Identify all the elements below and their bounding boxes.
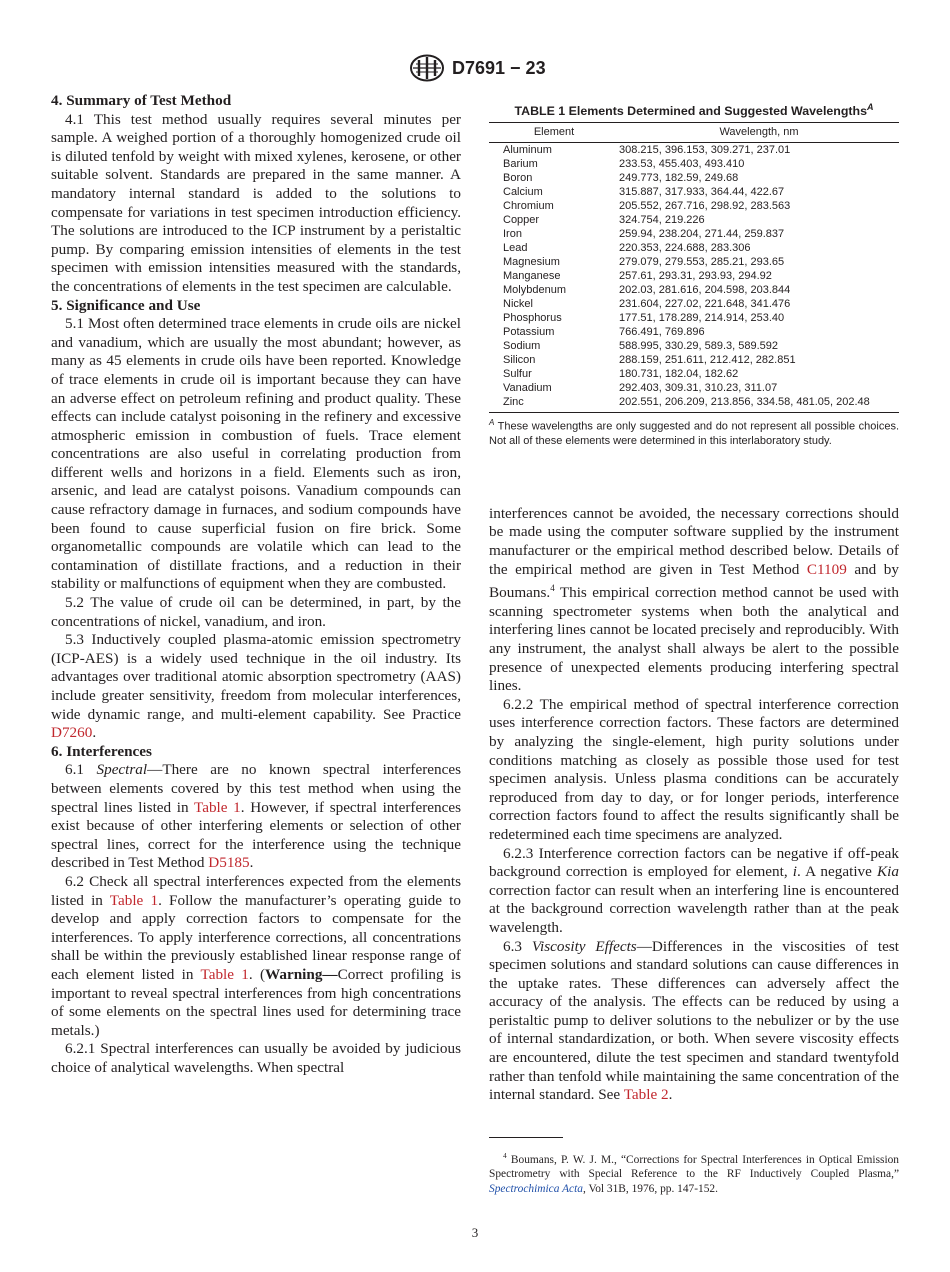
element-cell: Lead	[503, 242, 528, 255]
paragraph-6-2-3-text-2: . A negative	[797, 863, 878, 881]
method-c1109-link[interactable]: C1109	[806, 560, 847, 578]
table-row	[489, 227, 899, 241]
element-cell: Magnesium	[503, 256, 560, 269]
spectral-term: Spectral	[96, 761, 148, 779]
astm-logo-icon	[409, 54, 445, 82]
wavelength-cell: 257.61, 293.31, 293.93, 294.92	[619, 270, 772, 283]
table-row	[489, 283, 899, 297]
section-4-heading: 4. Summary of Test Method	[51, 92, 232, 109]
column-header-wavelength: Wavelength, nm	[619, 123, 899, 143]
wavelength-cell: 324.754, 219.226	[619, 214, 705, 227]
table-1	[489, 100, 899, 448]
footnote-4-number: 4	[503, 1151, 507, 1160]
paragraph-6-2-3	[489, 845, 899, 938]
wavelength-cell: 288.159, 251.611, 212.412, 282.851	[619, 354, 796, 367]
table-2-link[interactable]: Table 2	[623, 1086, 669, 1104]
element-cell: Manganese	[503, 270, 561, 283]
table-row	[489, 297, 899, 311]
wavelength-cell: 220.353, 224.688, 283.306	[619, 242, 751, 255]
wavelength-cell: 202.551, 206.209, 213.856, 334.58, 481.05, 202.48	[619, 396, 870, 409]
paragraph-6-1-text: —There are no known spectral interferences between elements covered by this test method when using the spectral lines listed in	[51, 761, 461, 816]
paragraph-6-2-text-3: . (	[248, 965, 266, 983]
wavelength-cell: 279.079, 279.553, 285.21, 293.65	[619, 256, 785, 269]
method-d5185-link[interactable]: D5185	[208, 854, 250, 872]
element-cell: Silicon	[503, 354, 536, 367]
wavelength-cell: 292.403, 309.31, 310.23, 311.07	[619, 382, 778, 395]
paragraph-6-3	[489, 938, 899, 1105]
element-cell: Iron	[503, 228, 522, 241]
element-cell: Sodium	[503, 340, 541, 353]
table-1-title-text: TABLE 1 Elements Determined and Suggested Wavelengths	[514, 104, 867, 119]
wavelength-cell: 308.215, 396.153, 309.271, 237.01	[619, 144, 791, 157]
element-cell: Sulfur	[503, 368, 532, 381]
paragraph-6-3-text: —Differences in the viscosities of test specimen solutions and standard solutions can cause differences in the uptake rates. These differences can adversely affect the accuracy of the analysis. The effects can be reduced by using a peristaltic pump to deliver solutions to the nebulizer or by the use of internal standardization, or both. When severe viscosity effects are encountered, dilute the test specimen and standard twentyfold rather than tenfold while maintaining the same concentration of the internal standard. See	[489, 937, 899, 1104]
element-cell: Calcium	[503, 186, 543, 199]
wavelength-cell: 766.491, 769.896	[619, 326, 705, 339]
table-row	[489, 339, 899, 353]
standard-designation: D7691 − 23	[452, 58, 546, 78]
section-6-heading: 6. Interferences	[51, 742, 152, 760]
paragraph-5-3	[51, 631, 461, 743]
table-row	[489, 381, 899, 395]
element-cell: Boron	[503, 172, 533, 185]
section-5-heading: 5. Significance and Use	[51, 296, 201, 314]
table-1-link[interactable]: Table 1	[200, 965, 249, 983]
table-1-title-note: A	[867, 102, 874, 112]
table-row	[489, 171, 899, 185]
paragraph-6-2-1-text-2: and by Boumans.	[489, 560, 899, 602]
paragraph-6-1-text-2: . However, if spectral interferences exist because of other interfering elements or selection of other spectral lines, correct for the interference using the technique described in Test Method	[51, 798, 461, 872]
paragraph-6-3-number: 6.3	[503, 937, 532, 955]
paragraph-6-1-end: .	[249, 854, 254, 872]
paragraph-5-2: 5.2 The value of crude oil can be determined, in part, by the concentrations of nickel, vanadium, and iron.	[51, 594, 461, 630]
table-row	[489, 157, 899, 171]
warning-label: Warning—	[265, 965, 338, 983]
element-cell: Barium	[503, 158, 538, 171]
wavelength-cell: 588.995, 330.29, 589.3, 589.592	[619, 340, 779, 353]
element-cell: Copper	[503, 214, 540, 227]
element-cell: Chromium	[503, 200, 554, 213]
table-body	[489, 143, 899, 413]
footnote-4-text: Boumans, P. W. J. M., “Corrections for Spectral Interferences in Optical Emission Spectrometry with Special Reference to the RF Inductively Coupled Plasma,”	[489, 1153, 899, 1181]
table-row	[489, 311, 899, 325]
footnote-divider	[489, 1137, 563, 1138]
paragraph-6-3-end: .	[668, 1086, 673, 1104]
left-column	[51, 92, 461, 1077]
wavelength-cell: 180.731, 182.04, 182.62	[619, 368, 739, 381]
wavelength-cell: 177.51, 178.289, 214.914, 253.40	[619, 312, 785, 325]
table-1-link[interactable]: Table 1	[194, 798, 241, 816]
footnote-4-text-2: , Vol 31B, 1976, pp. 147-152.	[582, 1182, 718, 1195]
paragraph-5-1: 5.1 Most often determined trace elements in crude oils are nickel and vanadium, which are usually the most abundant; however, as many as 45 elements in crude oils have been reported. Knowledge of trace elements in crude oil is important because they can have an adverse effect on petroleum refining and product quality. These effects can include catalyst poisoning in the refinery and excessive atmospheric emission in combustion of fuels. Trace element concentrations are also useful in correlating production from different wells and horizons in a field. Elements such as iron, arsenic, and lead are catalyst poisons. Vanadium compounds can cause refractory damage in furnaces, and sodium compounds have been found to cause superficial fusion on fire brick. Some organometallic compounds are volatile which can lead to the contamination of distillate fractions, and a reduction in their stability or malfunctions of equipment when they are combusted.	[51, 315, 461, 593]
table-row	[489, 185, 899, 199]
element-cell: Zinc	[503, 396, 524, 409]
paragraph-6-2-1-start: 6.2.1 Spectral interferences can usually be avoided by judicious choice of analytical wavelengths. When spectral	[51, 1040, 461, 1076]
paragraph-6-2-1-text-3: This empirical correction method cannot be used with scanning spectrometer systems when both the analytical and interfering lines cannot be located precisely and reproducibly. With any instrument, the analyst shall always be alert to the possible presence of unexpected elements producing interfering spectral lines.	[489, 584, 899, 695]
element-i-symbol: i	[792, 863, 798, 881]
viscosity-effects-term: Viscosity Effects	[531, 937, 637, 955]
wavelength-cell: 315.887, 317.933, 364.44, 422.67	[619, 186, 785, 199]
paragraph-6-2-1-text: interferences cannot be avoided, the necessary corrections should be made using the computer software supplied by the instrument manufacturer or the empirical method described below. Details of the empirical method are given in Test Method	[489, 504, 899, 578]
paragraph-6-2-1-continued	[489, 505, 899, 696]
wavelength-cell: 259.94, 238.204, 271.44, 259.837	[619, 228, 785, 241]
table-row	[489, 395, 899, 413]
table-row	[489, 367, 899, 381]
wavelength-cell: 202.03, 281.616, 204.598, 203.844	[619, 284, 791, 297]
paragraph-6-2-text: 6.2 Check all spectral interferences expected from the elements listed in	[51, 872, 461, 909]
footnote-4	[489, 1149, 899, 1197]
table-row	[489, 241, 899, 255]
table-row	[489, 325, 899, 339]
right-column	[489, 100, 899, 1105]
paragraph-4-1: 4.1 This test method usually requires several minutes per sample. A weighed portion of a thoroughly homogenized crude oil is diluted tenfold by weight with mixed xylenes, kerosene, or other suitable solvent. Standards are prepared in the same manner. A mandatory internal standard is added to the solutions to compensate for variations in test specimen introduction efficiency. The solutions are introduced to the ICP instrument by a peristaltic pump. By comparing emission intensities of elements in the test specimen with emission intensities measured with the standards, the concentrations of elements in the test specimen are calculable.	[51, 110, 461, 295]
kia-symbol: Kia	[877, 863, 899, 881]
table-row	[489, 143, 899, 158]
table-footnote-mark: A	[489, 418, 495, 428]
paragraph-6-2-2: 6.2.2 The empirical method of spectral interference correction uses interference correction factors. These factors are determined by analyzing the single-element, high purity solutions under conditions matching as closely as possible those used for test specimen analysis. Unless plasma conditions can be accurately reproduced from day to day, or for longer periods, interference correction factors found to affect the results significantly shall be redetermined each time specimens are analyzed.	[489, 695, 899, 843]
practice-d7260-link[interactable]: D7260	[51, 724, 93, 742]
table-row	[489, 255, 899, 269]
journal-link[interactable]: Spectrochimica Acta	[489, 1182, 583, 1195]
table-row	[489, 353, 899, 367]
column-header-element: Element	[489, 123, 619, 143]
wavelength-cell: 231.604, 227.02, 221.648, 341.476	[619, 298, 791, 311]
element-cell: Aluminum	[503, 144, 552, 157]
page-header	[0, 54, 950, 88]
paragraph-6-2-3-text-3: correction factor can result when an interfering line is encountered at the background correction wavelength rather than at the peak wavelength.	[489, 881, 899, 936]
page-number: 3	[471, 1225, 479, 1240]
element-cell: Molybdenum	[503, 284, 566, 297]
warning-text: Correct profiling is important to reveal spectral interferences from high concentrations of some elements on the spectral lines used for determining trace metals.)	[51, 965, 462, 1039]
element-cell: Potassium	[503, 326, 555, 339]
paragraph-6-1-number: 6.1	[65, 761, 97, 779]
paragraph-6-2	[51, 873, 461, 1040]
paragraph-5-3-text: 5.3 Inductively coupled plasma-atomic emission spectrometry (ICP-AES) is a widely used technique in the oil industry. Its advantages over traditional atomic absorption spectrometry (AAS) include greater sensitivity, freedom from molecular interferences, wide dynamic range, and multi-element capability. See Practice	[51, 631, 461, 723]
table-row	[489, 213, 899, 227]
element-cell: Vanadium	[503, 382, 552, 395]
wavelength-cell: 205.552, 267.716, 298.92, 283.563	[619, 200, 791, 213]
footnote-4-ref[interactable]: 4	[550, 583, 555, 594]
paragraph-5-3-end: .	[92, 724, 97, 742]
paragraph-6-1	[51, 761, 461, 873]
paragraph-6-2-3-text: 6.2.3 Interference correction factors can be negative if off-peak background correction is employed for element,	[489, 844, 899, 881]
table-1-link[interactable]: Table 1	[109, 891, 159, 909]
element-cell: Nickel	[503, 298, 533, 311]
table-footnote-text: These wavelengths are only suggested and do not represent all possible choices. Not all of these elements were determined in this interlaboratory study.	[489, 420, 899, 447]
table-row	[489, 199, 899, 213]
wavelength-cell: 249.773, 182.59, 249.68	[619, 172, 739, 185]
table-1-title	[489, 100, 899, 118]
table-footnote	[489, 413, 899, 448]
wavelength-table	[489, 122, 899, 448]
paragraph-6-2-text-2: . Follow the manufacturer’s operating guide to develop and apply correction factors to compensate for the interferences. To apply interference corrections, all concentrations shall be within the previously established linear response range of each element listed in	[51, 891, 461, 983]
table-row	[489, 269, 899, 283]
wavelength-cell: 233.53, 455.403, 493.410	[619, 158, 745, 171]
element-cell: Phosphorus	[503, 312, 562, 325]
